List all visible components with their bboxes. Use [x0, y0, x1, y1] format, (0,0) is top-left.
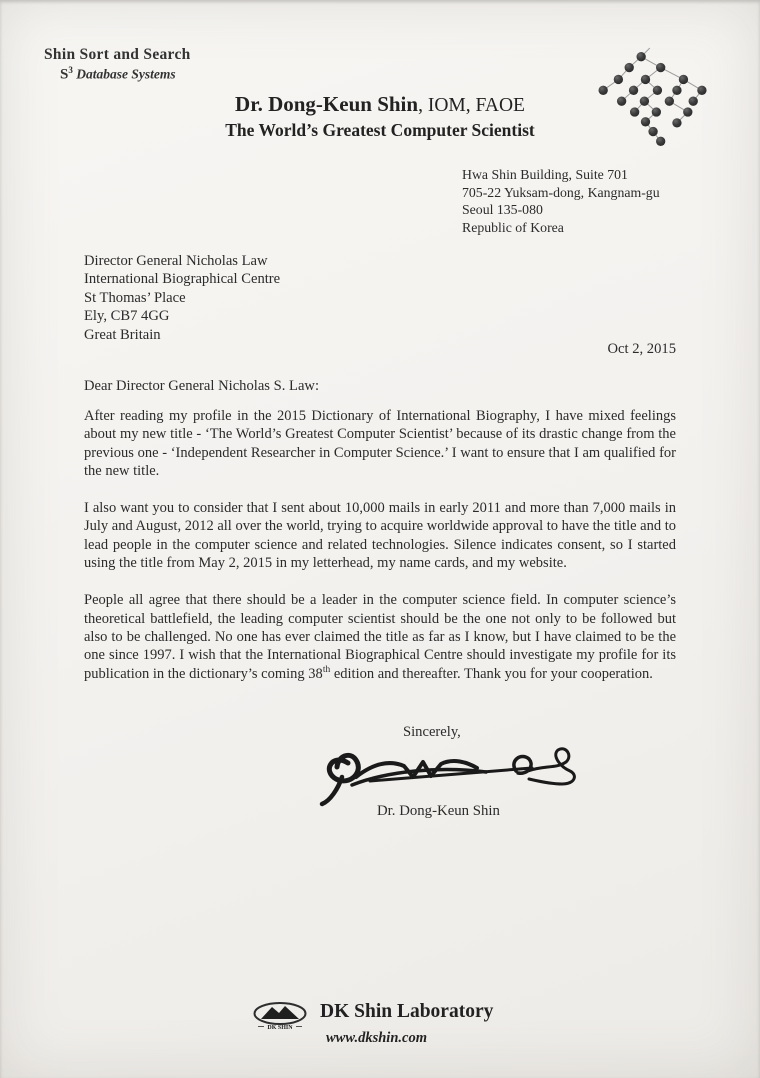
brand-title: Shin Sort and Search	[44, 46, 191, 63]
sender-address-line: 705-22 Yuksam-dong, Kangnam-gu	[462, 184, 660, 200]
body-paragraph-2: I also want you to consider that I sent about 10,000 mails in early 2011 and more than 7,000 mails in July and August, 2012 all over the world, trying to acquire worldwide approval to have the title and to lead people in the computer science and related technologies. Silence indicates consent, so I started using the title from May 2, 2015 in my letterhead, my name cards, and my website.	[84, 500, 676, 572]
body-paragraph-3-text: People all agree that there should be a leader in the computer science field. In computer science’s theoretical battlefield, the leading computer scientist should be the one not only to be followed but also to be challenged. No one has ever claimed the title as far as I know, but I have claimed to be the one since 1997. I wish that the International Biographical Centre should investigate my profile for its publication in the dictionary’s coming 38	[84, 592, 676, 682]
letterhead	[0, 92, 760, 141]
signer-name: Dr. Dong-Keun Shin	[377, 803, 500, 819]
mountain-emblem-icon	[252, 1002, 308, 1034]
sender-address	[462, 166, 660, 236]
recipient-address	[84, 252, 280, 344]
body-paragraph-3	[84, 591, 676, 682]
body-paragraph-3-text: edition and thereafter. Thank you for your cooperation.	[330, 665, 653, 682]
brand-block	[44, 46, 191, 84]
letter-body	[84, 407, 676, 702]
recipient-line: International Biographical Centre	[84, 271, 281, 288]
recipient-line: Great Britain	[84, 326, 161, 343]
letterhead-tagline: The World’s Greatest Computer Scientist	[225, 120, 535, 140]
brand-subtitle	[60, 65, 191, 84]
sender-address-line: Hwa Shin Building, Suite 701	[462, 167, 628, 182]
letterhead-credentials: , IOM, FAOE	[418, 95, 525, 116]
closing: Sincerely,	[403, 724, 461, 740]
letterhead-name: Dr. Dong-Keun Shin	[235, 92, 419, 116]
sender-address-line: Seoul 135-080	[462, 202, 543, 218]
brand-s-exponent: 3	[68, 65, 73, 75]
sender-address-line: Republic of Korea	[462, 219, 564, 235]
salutation: Dear Director General Nicholas S. Law:	[84, 378, 320, 394]
recipient-line: Ely, CB7 4GG	[84, 308, 170, 325]
signature-image	[318, 733, 586, 809]
emblem-text: DK SHIN	[267, 1025, 293, 1031]
brand-subtitle-name: Database Systems	[76, 66, 176, 82]
company-name: DK Shin Laboratory	[320, 1001, 494, 1022]
body-paragraph-1: After reading my profile in the 2015 Dictionary of International Biography, I have mixed feelings about my new title - ‘The World’s Greatest Computer Scientist’ because of its drastic change from the previous one - ‘Independent Researcher in Computer Science.’ I want to ensure that I am qualified for the new title.	[84, 408, 676, 479]
letter-date: Oct 2, 2015	[607, 341, 676, 357]
recipient-line: Director General Nicholas Law	[84, 253, 268, 269]
brand-s: S	[60, 66, 69, 83]
company-website: www.dkshin.com	[326, 1030, 427, 1046]
ordinal-superscript: th	[322, 664, 331, 675]
recipient-line: St Thomas’ Place	[84, 289, 186, 306]
letterhead-name-line	[0, 92, 760, 117]
